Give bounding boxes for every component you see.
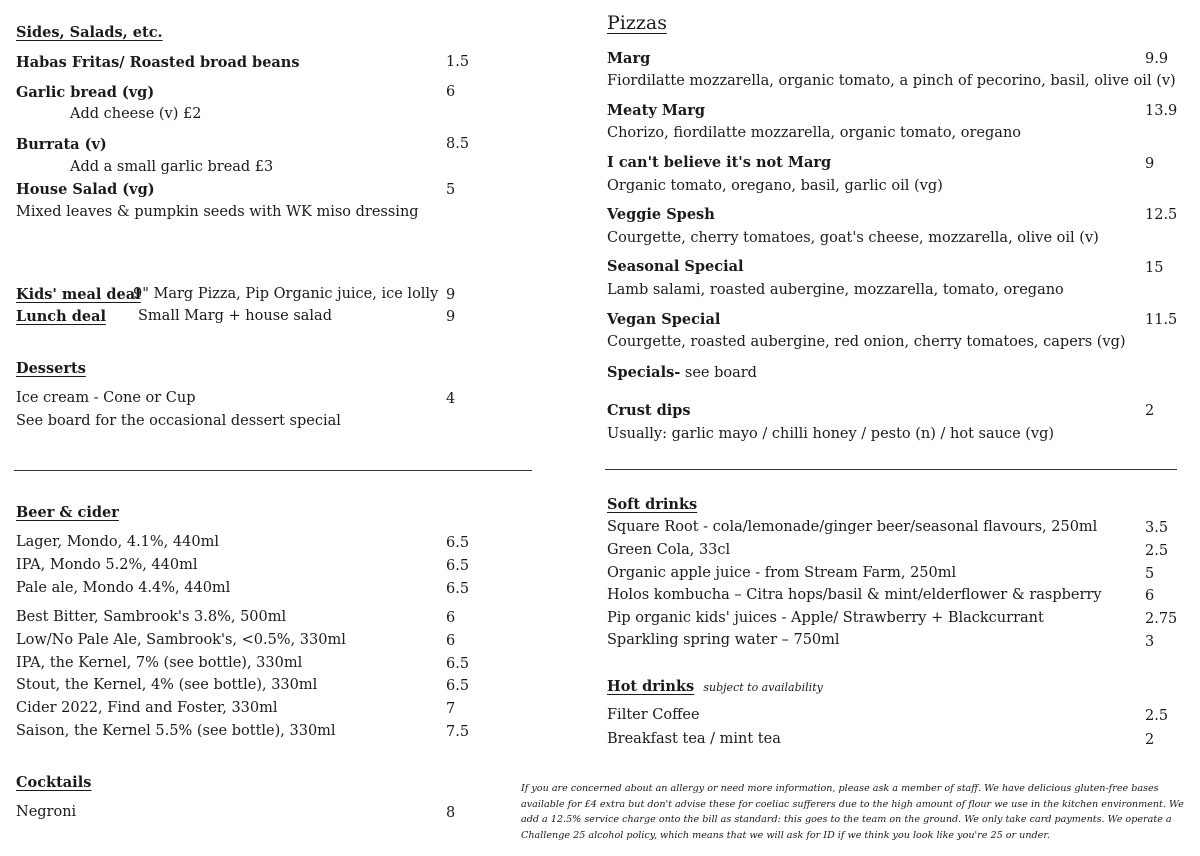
pizza-price: 13.9 [1145, 103, 1178, 119]
pizza-price: 9 [1145, 156, 1155, 172]
menu-item-extra: Add a small garlic bread £3 [70, 159, 274, 175]
menu-item-extra: Add cheese (v) £2 [70, 106, 202, 122]
pizza-name: Veggie Spesh [607, 206, 715, 223]
menu-item-name: Garlic bread (vg) [16, 84, 155, 101]
deal-name: Lunch deal [16, 308, 106, 325]
pizza-desc: Chorizo, fiordilatte mozzarella, organic tomato, oregano [607, 125, 1022, 141]
menu-item-name: See board for the occasional dessert special [16, 413, 341, 429]
menu-item-name: Negroni [16, 804, 77, 820]
drink-price: 6 [1145, 588, 1155, 604]
pizzas-heading: Pizzas [607, 12, 667, 34]
hot-drinks-subtitle: subject to availability [703, 681, 823, 694]
hot-drinks-heading: Hot drinks [607, 678, 695, 695]
pizza-name: Seasonal Special [607, 258, 744, 275]
drink-price: 2.5 [1145, 708, 1169, 724]
menu-item-price: 4 [446, 391, 456, 407]
pizza-name: I can't believe it's not Marg [607, 154, 832, 171]
drink-price: 3 [1145, 634, 1155, 650]
menu-item-price: 7 [446, 701, 456, 717]
menu-item-name: IPA, Mondo 5.2%, 440ml [16, 557, 198, 573]
menu-item-name: Ice cream - Cone or Cup [16, 390, 196, 406]
menu-item-name: Habas Fritas/ Roasted broad beans [16, 54, 300, 71]
pizza-desc: Organic tomato, oregano, basil, garlic oil (vg) [607, 178, 943, 194]
drink-name: Filter Coffee [607, 707, 700, 723]
menu-item-price: 6.5 [446, 678, 470, 694]
soft-drinks-heading: Soft drinks [607, 496, 698, 513]
section-divider [605, 469, 1177, 470]
drink-name: Breakfast tea / mint tea [607, 731, 781, 747]
menu-item-name: Lager, Mondo, 4.1%, 440ml [16, 534, 219, 550]
beer-heading: Beer & cider [16, 504, 119, 521]
drink-price: 2.75 [1145, 611, 1178, 627]
menu-item-price: 1.5 [446, 54, 470, 70]
specials-line [607, 364, 757, 381]
dips-name: Crust dips [607, 402, 691, 419]
drink-name: Square Root - cola/lemonade/ginger beer/seasonal flavours, 250ml [607, 519, 1098, 535]
menu-item-name: Best Bitter, Sambrook's 3.8%, 500ml [16, 609, 287, 625]
drink-price: 3.5 [1145, 520, 1169, 536]
menu-item-price: 8.5 [446, 136, 470, 152]
drink-price: 2.5 [1145, 543, 1169, 559]
allergy-footnote: If you are concerned about an allergy or need more information, please ask a member of staff. We have delicious gluten-free bases available for £4 extra but don't advise these for coeliac sufferers due to the high amount of flour we use in the kitchen environment. We add a 12.5% service charge onto the bill as standard: this goes to the team on the ground. We only take card payments. We operate a Challenge 25 alcohol policy, which means that we will ask for ID if we think you look like you're 25 or under. [521, 783, 1184, 841]
hot-drinks-heading-line [607, 678, 823, 695]
cocktails-heading: Cocktails [16, 774, 92, 791]
pizza-name: Meaty Marg [607, 102, 706, 119]
menu-item-name: House Salad (vg) [16, 181, 155, 198]
menu-item-price: 8 [446, 805, 456, 821]
pizza-name: Vegan Special [607, 311, 721, 328]
pizza-name: Marg [607, 50, 651, 67]
menu-item-name: Saison, the Kernel 5.5% (see bottle), 330ml [16, 723, 336, 739]
menu-item-name: Stout, the Kernel, 4% (see bottle), 330ml [16, 677, 318, 693]
pizza-price: 9.9 [1145, 51, 1169, 67]
menu-item-price: 7.5 [446, 724, 470, 740]
deal-price: 9 [446, 309, 456, 325]
deal-desc: Small Marg + house salad [138, 308, 332, 324]
pizza-desc: Lamb salami, roasted aubergine, mozzarella, tomato, oregano [607, 282, 1064, 298]
drink-name: Sparkling spring water – 750ml [607, 632, 840, 648]
specials-text: see board [680, 365, 757, 381]
drink-price: 2 [1145, 732, 1155, 748]
menu-item-name: Burrata (v) [16, 136, 107, 153]
menu-item-name: Low/No Pale Ale, Sambrook's, <0.5%, 330ml [16, 632, 346, 648]
drink-name: Pip organic kids' juices - Apple/ Strawberry + Blackcurrant [607, 610, 1044, 626]
drink-name: Holos kombucha – Citra hops/basil & mint/elderflower & raspberry [607, 587, 1102, 603]
pizza-desc: Fiordilatte mozzarella, organic tomato, a pinch of pecorino, basil, olive oil (v) [607, 73, 1176, 89]
menu-item-desc: Mixed leaves & pumpkin seeds with WK miso dressing [16, 204, 419, 220]
pizza-price: 12.5 [1145, 207, 1178, 223]
desserts-heading: Desserts [16, 360, 86, 377]
pizza-price: 15 [1145, 260, 1164, 276]
menu-item-price: 6.5 [446, 558, 470, 574]
menu-item-price: 6.5 [446, 656, 470, 672]
menu-item-price: 6 [446, 610, 456, 626]
pizza-desc: Courgette, roasted aubergine, red onion, cherry tomatoes, capers (vg) [607, 334, 1126, 350]
dips-desc: Usually: garlic mayo / chilli honey / pesto (n) / hot sauce (vg) [607, 426, 1055, 442]
dips-price: 2 [1145, 403, 1155, 419]
menu-item-name: Cider 2022, Find and Foster, 330ml [16, 700, 278, 716]
drink-price: 5 [1145, 566, 1155, 582]
menu-item-price: 6 [446, 84, 456, 100]
deal-name: Kids' meal deal [16, 286, 141, 303]
drink-name: Organic apple juice - from Stream Farm, 250ml [607, 565, 957, 581]
pizza-price: 11.5 [1145, 312, 1178, 328]
section-divider [14, 470, 532, 471]
pizza-desc: Courgette, cherry tomatoes, goat's cheese, mozzarella, olive oil (v) [607, 230, 1099, 246]
deal-desc: 9" Marg Pizza, Pip Organic juice, ice lolly [133, 286, 439, 302]
menu-item-price: 6.5 [446, 535, 470, 551]
specials-label: Specials- [607, 364, 681, 381]
sides-heading: Sides, Salads, etc. [16, 24, 163, 41]
drink-name: Green Cola, 33cl [607, 542, 731, 558]
menu-item-name: Pale ale, Mondo 4.4%, 440ml [16, 580, 231, 596]
menu-item-name: IPA, the Kernel, 7% (see bottle), 330ml [16, 655, 303, 671]
menu-item-price: 6.5 [446, 581, 470, 597]
menu-item-price: 5 [446, 182, 456, 198]
menu-item-price: 6 [446, 633, 456, 649]
deal-price: 9 [446, 287, 456, 303]
